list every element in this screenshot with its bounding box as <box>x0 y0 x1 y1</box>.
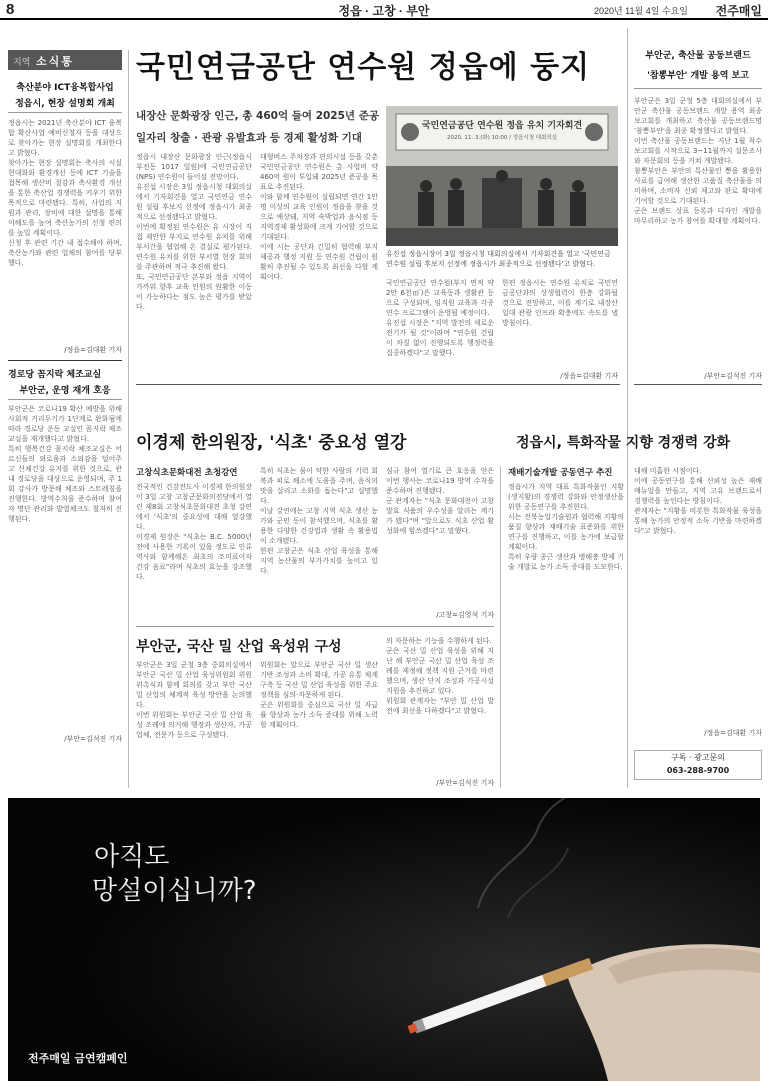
photo-caption: 유진섭 정읍시장이 3일 정읍시청 대회의실에서 기자회견을 열고 '국민연금 연수원 설립 후보지 선정에 정읍시가 최종적으로 선정됐다'고 밝혔다. <box>386 250 611 268</box>
subscription-phone: 063-288-9700 <box>666 766 730 775</box>
news-briefs-tag <box>8 50 122 70</box>
publication-name: 전주매일 <box>715 4 762 18</box>
main-subhead-1: 내장산 문화광장 인근, 총 460억 들여 2025년 준공 <box>136 110 380 122</box>
brief1-headline-2: 정읍시, 현장 설명회 개최 <box>15 99 115 109</box>
ad-headline-2: 망설이십니까? <box>92 876 257 906</box>
hanui-byline: /고창=김영석 기자 <box>436 611 494 619</box>
divider <box>136 384 620 385</box>
brief2-headline-2: 부안군, 운영 재개 호응 <box>19 386 111 396</box>
hanui-body-col3: 심규 참여 열기로 큰 호응을 얻은 이번 행사는 코로나19 방역 수칙을 준수하며 진행됐다. 군 관계자는 "식초 문화대전이 고창 발효 식품의 우수성을 알리는 계기가 됐다"며 "앞으로도 식초 산업 활성화에 힘쓰겠다"고 말했다. <box>386 467 494 535</box>
publication-date: 2020년 11월 4일 수요일 <box>593 6 688 16</box>
hanui-body-col1: 전국적인 건강전도사 이경제 한의원장이 3일 고창 고창군문화의전당에서 열린 제8회 고창식초문화대전 초청 강연에서 '식초'의 중요성에 대해 열강했다. 이경제 원장은 "식초는 B.C. 5000년 전에 사용한 기록이 있을 정도로 인류 역사와 함께해온 최초의 조미료이자 건강 음료"라며 식초의 효능을 강조했다. <box>136 483 252 581</box>
photo-banner-date: 2020. 11. 3.(화) 10:00 / 정읍시청 대회의실 <box>446 135 558 141</box>
column-divider <box>500 466 501 788</box>
buan-industry-headline: 부안군, 국산 밀 산업 육성위 구성 <box>136 639 342 655</box>
crops-kicker: 재배기술개발 공동연구 추진 <box>508 468 613 478</box>
divider <box>634 384 762 385</box>
column-divider <box>128 50 129 788</box>
brief1-byline: /정읍=김대환 기자 <box>64 346 122 354</box>
subscription-box <box>634 750 762 780</box>
no-smoking-ad <box>8 798 760 1081</box>
photo-banner-title: 국민연금공단 연수원 정읍 유치 기자회견 <box>421 121 583 131</box>
crops-body-col2: 대해 미흡한 시점이다. 이에 공동연구를 통해 신뢰성 높은 재배 매뉴얼을 만들고, 지역 고유 브랜드로서 경쟁력을 높인다는 방침이다. 관계자는 "지황을 비롯한 특화작물 육성을 통해 농가의 안정적 소득 기반을 마련하겠다"고 밝혔다. <box>634 467 762 535</box>
hanui-headline: 이경제 한의원장, '식초' 중요성 열강 <box>136 433 407 453</box>
news-tag-region: 지역 <box>13 57 31 67</box>
right-top-headline-1: 부안군, 축산물 공동브랜드 <box>645 51 751 61</box>
main-body-col4: 한편 정읍시는 연수원 유치로 국민연금공단과의 상생협력이 한층 강화될 것으로 전망하고, 이를 계기로 내장산 일대 관광 인프라 확충에도 속도를 낼 방침이다. <box>502 279 618 327</box>
crops-byline: /정읍=김대환 기자 <box>704 729 762 737</box>
page-number: 8 <box>6 1 15 18</box>
masthead <box>0 0 768 20</box>
brief2-byline: /부안=김석진 기자 <box>64 735 122 743</box>
hanui-kicker: 고창식초문화대전 초청강연 <box>136 468 238 478</box>
brief1-headline-1: 축산분야 ICT융복합사업 <box>16 83 114 93</box>
divider <box>634 88 762 89</box>
column-divider <box>627 28 628 788</box>
ad-footer: 전주매일 금연캠페인 <box>28 1052 128 1065</box>
crops-headline: 정읍시, 특화작물 지향 경쟁력 강화 <box>516 435 731 451</box>
hanui-body-col2: 특히 식초는 몸이 약한 사람의 기력 회복과 피로 해소에 도움을 주며, 음식의 맛을 살리고 소화를 돕는다"고 설명했다. 이날 강연에는 고창 지역 식초 생산 농가와 군민 등이 참석했으며, 식초를 활용한 다양한 건강법과 생활 속 활용법이 소개됐다. 한편 고창군은 식초 산업 육성을 통해 지역 농산물의 부가가치를 높이고 있다. <box>260 467 378 575</box>
right-top-byline: /부안=김석진 기자 <box>704 372 762 380</box>
right-top-headline-2: '참뽕부안' 개발 용역 보고 <box>647 71 749 81</box>
subscription-label: 구독 · 광고문의 <box>671 753 725 762</box>
brief2-headline-1: 경로당 꼼지락 체조교실 <box>8 370 102 380</box>
buan-industry-body-col1: 부안군은 3일 군청 3층 중회의실에서 부안군 국산 밀 산업 육성위원회 위원 위촉식과 함께 회의를 갖고 부안 국산 밀 산업의 체계적 육성 방안을 논의했다. 이번 위원회는 부안군 국산 밀 산업 육성 조례에 의거해 행정과 생산자, 가공업체, 전문가 등으로 구성됐다. <box>136 661 252 739</box>
main-subhead-2: 일자리 창출 · 관광 유발효과 등 경제 활성화 기대 <box>136 132 362 144</box>
divider <box>8 360 122 361</box>
crops-body-col1: 정읍시가 지역 대표 특화작물인 지황(생지황)의 경쟁력 강화와 안정생산을 위한 공동연구를 추진한다. 시는 전북농업기술원과 협력해 지황의 품질 향상과 재배기술 표준화를 위한 연구를 진행하고, 이를 농가에 보급할 계획이다. 특히 우량 종근 생산과 병해충 방제 기술 개발로 농가 소득 증대를 도모한다. <box>508 483 624 571</box>
press-conference-photo <box>386 106 618 246</box>
main-body-col3: 국민연금공단 연수원(부지 면적 약 2만 6천㎡)은 교육동과 생활관 등으로 구성되며, 임직원 교육과 각종 연수 프로그램이 운영될 예정이다. 유진섭 시장은 "지역 발전의 새로운 전기가 될 것"이라며 "연수원 건립이 차질 없이 진행되도록 행정력을 집중하겠다"고 말했다. <box>386 279 494 357</box>
buan-industry-byline: /부안=김석진 기자 <box>436 779 494 787</box>
right-top-body: 부안군은 3일 군청 5층 대회의실에서 부안군 축산물 공동브랜드 개발 용역 최종 보고회를 개최하고 축산물 공동브랜드명 '참뽕부안'을 최종 확정했다고 밝혔다. 이번 축산물 공동브랜드는 지난 1월 착수 보고회를 시작으로 3~11월까지 설문조사와 자문회의 등을 거쳐 개발됐다. 참뽕부안은 부안의 특산물인 뽕을 활용한 사료를 급여해 생산한 고품질 축산물을 의미하며, 소비자 신뢰 제고와 판로 확대에 기여할 것으로 기대된다. 군은 브랜드 상표 등록과 디자인 개발을 마무리하고 농가 참여를 확대할 계획이다. <box>634 97 762 225</box>
main-headline: 국민연금공단 연수원 정읍에 둥지 <box>136 50 591 85</box>
divider <box>8 399 122 400</box>
main-body-col1: 정읍시 내장산 문화광장 인근(정읍시 부전동 1017 일원)에 국민연금공단(NPS) 연수원이 들어설 전망이다. 유진섭 시장은 3일 정읍시청 대회의실에서 기자회견을 열고 국민연금 연수원 설립 후보지 선정에 정읍시가 최종적으로 선정됐다고 밝혔다. 이번에 확정된 연수원은 유 시장이 직접 제안한 부지로 연수원 유치를 위해 부서간을 협업해 온 결실로 평가된다. 연수원 유치를 위한 부서별 현장 회의를 주관하며 적극 추진해 왔다. 또, 국민연금공단 본부와 정읍 지역이 가까워 향후 교육 인원의 원활한 이동이 가능하다는 점도 높은 평가를 받았다. <box>136 153 252 311</box>
ad-headline-1: 아직도 <box>94 842 170 872</box>
divider <box>8 112 122 113</box>
main-body-col2: 대형버스 주차장과 편의시설 등을 갖춘 국민연금공단 연수원은 총 사업비 약 460억 원이 투입돼 2025년 준공을 목표로 추진된다. 이와 함께 연수원이 설립되면 연간 1만 명 이상의 교육 인원이 정읍을 찾을 것으로 예상돼, 지역 숙박업과 음식점 등 지역경제 활성화에 크게 기여할 것으로 기대된다. 이에 시는 공단과 긴밀히 협력해 부지 제공과 행정 지원 등 연수원 건립이 원활히 추진될 수 있도록 최선을 다할 계획이다. <box>260 153 378 281</box>
news-tag-title: 소식통 <box>36 56 74 68</box>
divider <box>136 626 494 627</box>
buan-industry-body-col3: 의 자문하는 기능을 수행하게 된다. 군은 국산 밀 산업 육성을 위해 지난 해 부안군 국산 밀 산업 육성 조례를 제정해 정책 지원 근거를 마련했으며, 생산 단지 조성과 가공시설 지원을 추진하고 있다. 위원회 관계자는 "부안 밀 산업 발전에 최선을 다하겠다"고 밝혔다. <box>386 637 494 715</box>
section-title: 정읍 · 고창 · 부안 <box>338 4 430 18</box>
brief1-body: 정읍시는 2021년 축산분야 ICT 융복합 확산사업 예비신청자 등을 대상으로 찾아가는 현장 설명회를 개최한다고 밝혔다. 찾아가는 현장 설명회는 축사의 시설현대화와 환경개선 등에 ICT 기술을 접목해 생산비 절감과 축사환경 개선을 통한 축산업 경쟁력을 키우기 위한 목적으로 마련됐다. 특히, 사업의 지원과 관리, 장비에 대한 설명을 통해 이해도를 높여 축산농가의 신청 편의를 높일 계획이다. 신청 후 관련 기간 내 접수해야 하며, 축산농가와 관련 업체의 참여를 당부했다. <box>8 119 122 267</box>
buan-industry-body-col2: 위원회는 앞으로 부안군 국산 밀 생산 기반 조성과 소비 확대, 가공 유통 체계 구축 등 국산 밀 산업 육성을 위한 주요 정책을 심의·자문하게 된다. 군은 위원회를 중심으로 국산 밀 자급률 향상과 농가 소득 증대를 위해 노력할 계획이다. <box>260 661 378 729</box>
main-byline: /정읍=김대환 기자 <box>560 372 618 380</box>
brief2-body: 부안군은 코로나19 확산 예방을 위해 사회적 거리두기가 1단계로 완화됨에 따라 경로당 운동 교실인 꼼지락 체조교실을 재개했다고 밝혔다. 특히 행복건강 꼼지락 체조교실은 어르신들의 외로움과 소외감을 덜어주고 신체건강 유지를 위한 것으로, 관내 경로당을 대상으로 운영되며, 주 1회 강사가 방문해 체조와 스트레칭을 진행한다. 방역수칙을 준수하며 참여자 명단 관리와 발열체크도 철저히 진행된다. <box>8 405 122 523</box>
